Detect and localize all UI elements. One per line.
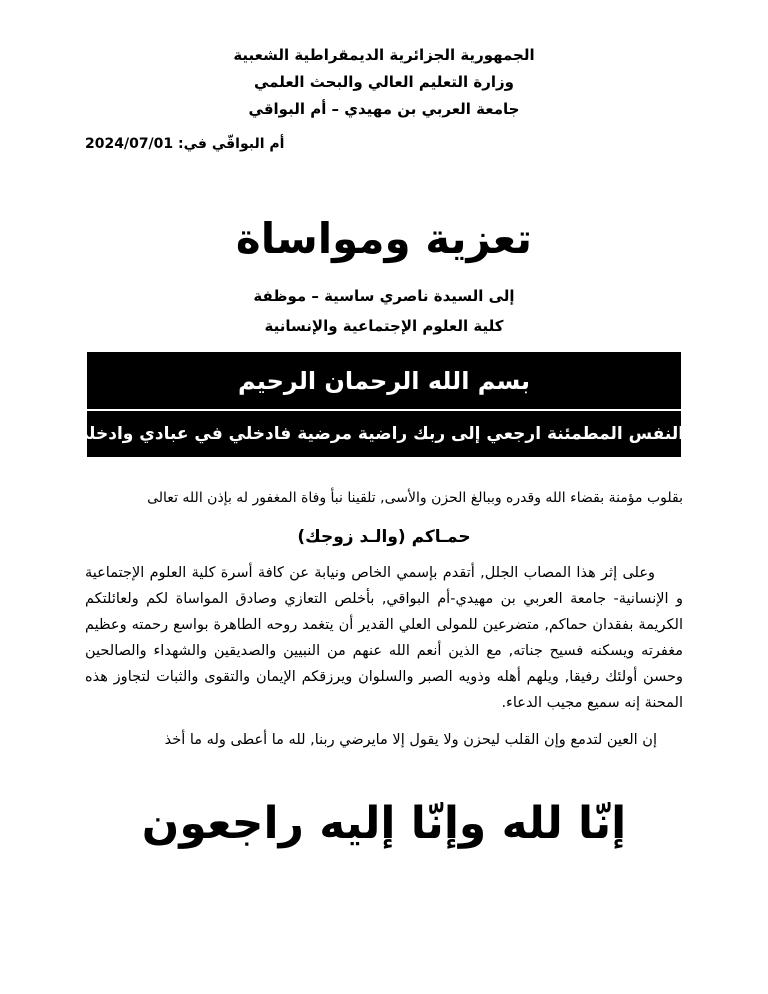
- document-title-calligraphy: تعزية ومواساة: [235, 214, 533, 263]
- addressee-faculty: كلية العلوم الإجتماعية والإنسانية: [264, 317, 504, 336]
- condolence-paragraph: وعلى إثر هذا المصاب الجلل, أتقدم بإسمي الخاص ونيابة عن كافة أسرة كلية العلوم الإجتماعية و الإنسانية- جامعة العربي بن مهيدي-أم البواقي, بأخلص التعازي وصادق المواساة لكم ولعائلتكم الكريمة بفقدان حماكم, متضرعين للمولى العلي القدير أن يتغمد روحه الطاهرة بواسع رحمته وعظيم مغفرته ويسكنه فسيح جناته, مع الذين أنعم الله عنهم من النبيين والصديقين والشهداء والصالحين وحسن أولئك رفيقا, ويلهم أهله وذويه الصبر والسلوان ويرزقكم الإيمان والتقوى والثبات لتجاوز هذه المحنة إنه سميع مجيب الدعاء.: [85, 565, 683, 712]
- istirja-calligraphy: إنّا لله وإنّا إليه راجعون: [141, 798, 627, 850]
- quran-banners: [14, 352, 754, 457]
- letterhead-ministry: وزارة التعليم العالي والبحث العلمي: [253, 73, 515, 91]
- letterhead: [0, 0, 768, 123]
- quran-verse-banner: (يا أيتها النفس المطمئنة ارجعي إلى ربك راضية مرضية فادخلي في عبادي وادخلي جنتي): [87, 411, 681, 457]
- deceased-relation: حمـاكم (والـد زوجك): [297, 527, 471, 548]
- basmala-banner: بسم الله الرحمان الرحيم: [87, 352, 681, 409]
- addressee-name: إلى السيدة ناصري ساسية – موظفة: [253, 287, 515, 306]
- closing-hadith-line: إن العين لتدمع وإن القلب ليحزن ولا يقول إلا مايرضي ربنا, لله ما أعطى وله ما أخذ: [164, 732, 657, 749]
- letterhead-republic: الجمهورية الجزائرية الديمقراطية الشعبية: [233, 46, 535, 64]
- intro-line: بقلوب مؤمنة بقضاء الله وقدره وببالغ الحزن والأسى, تلقينا نبأ وفاة المغفور له بإذن الله تعالى: [147, 490, 683, 507]
- letterhead-university: جامعة العربي بن مهيدي – أم البواقي: [248, 100, 520, 118]
- date-line: أم البواقّي في: 2024/07/01: [85, 136, 285, 152]
